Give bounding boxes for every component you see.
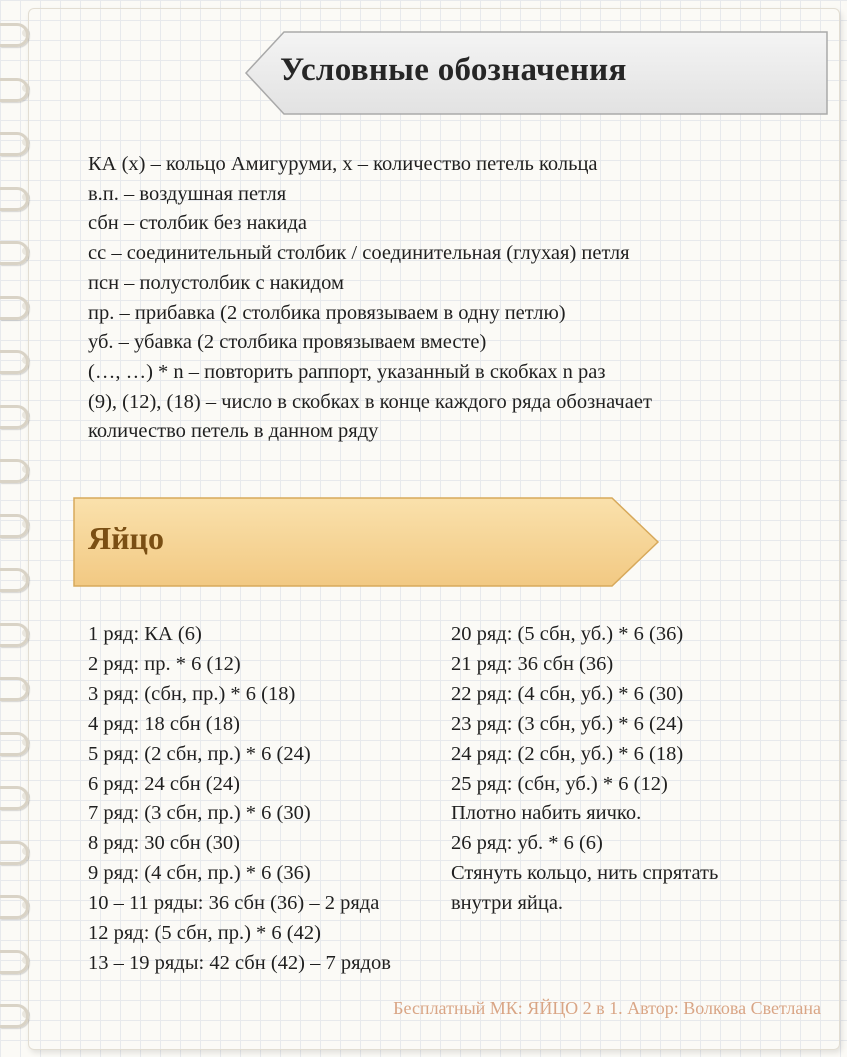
pattern-instruction: Плотно набить яичко.: [451, 802, 642, 825]
legend-item: сс – соединительный столбик / соединительная (глухая) петля: [88, 242, 630, 265]
pattern-row: 9 ряд: (4 сбн, пр.) * 6 (36): [88, 862, 311, 885]
legend-item: количество петель в данном ряду: [88, 420, 379, 443]
spiral-ring: [0, 347, 30, 373]
spiral-ring: [0, 1001, 30, 1027]
pattern-row: 2 ряд: пр. * 6 (12): [88, 652, 241, 675]
legend-header-banner: [244, 30, 829, 116]
spiral-ring: [0, 293, 30, 319]
legend-item: (9), (12), (18) – число в скобках в конце каждого ряда обозначает: [88, 390, 652, 413]
pattern-instruction: Стянуть кольцо, нить спрятать: [451, 862, 719, 885]
pattern-row: 4 ряд: 18 сбн (18): [88, 712, 240, 735]
pattern-row: 26 ряд: уб. * 6 (6): [451, 832, 603, 855]
legend-item: КА (x) – кольцо Амигуруми, x – количество петель кольца: [88, 153, 598, 175]
pattern-row: 7 ряд: (3 сбн, пр.) * 6 (30): [88, 802, 311, 825]
spiral-ring: [0, 184, 30, 210]
spiral-ring: [0, 892, 30, 918]
spiral-ring: [0, 620, 30, 646]
footer-credit: Бесплатный МК: ЯЙЦО 2 в 1. Автор: Волкова Светлана: [393, 998, 821, 1018]
pattern-rows-right: [451, 620, 811, 919]
spiral-ring: [0, 456, 30, 482]
pattern-instruction: внутри яйца.: [451, 892, 564, 915]
spiral-ring: [0, 511, 30, 537]
spiral-ring: [0, 565, 30, 591]
pattern-row: 24 ряд: (2 сбн, уб.) * 6 (18): [451, 742, 684, 765]
spiral-ring: [0, 729, 30, 755]
pattern-row: 13 – 19 ряды: 42 сбн (42) – 7 рядов: [88, 951, 391, 974]
legend-item: псн – полустолбик с накидом: [88, 271, 344, 294]
pattern-row: 21 ряд: 36 сбн (36): [451, 652, 614, 675]
spiral-ring: [0, 783, 30, 809]
legend-item: уб. – убавка (2 столбика провязываем вместе): [88, 331, 487, 354]
pattern-rows-left: [88, 620, 448, 979]
spiral-ring: [0, 129, 30, 155]
pattern-row: 8 ряд: 30 сбн (30): [88, 832, 240, 855]
spiral-ring: [0, 402, 30, 428]
pattern-row: 20 ряд: (5 сбн, уб.) * 6 (36): [451, 623, 684, 645]
spiral-ring: [0, 20, 30, 46]
legend-item: сбн – столбик без накида: [88, 212, 307, 235]
legend-item: в.п. – воздушная петля: [88, 182, 287, 205]
spiral-ring: [0, 238, 30, 264]
pattern-row: 3 ряд: (сбн, пр.) * 6 (18): [88, 682, 296, 705]
legend-item: пр. – прибавка (2 столбика провязываем в одну петлю): [88, 301, 566, 324]
spiral-ring: [0, 75, 30, 101]
pattern-row: 22 ряд: (4 сбн, уб.) * 6 (30): [451, 682, 684, 705]
pattern-row: 1 ряд: КА (6): [88, 623, 202, 645]
pattern-row: 5 ряд: (2 сбн, пр.) * 6 (24): [88, 742, 311, 765]
pattern-row: 10 – 11 ряды: 36 сбн (36) – 2 ряда: [88, 892, 380, 915]
spiral-binding: [0, 0, 40, 1057]
pattern-row: 12 ряд: (5 сбн, пр.) * 6 (42): [88, 922, 321, 945]
legend-item: (…, …) * n – повторить раппорт, указанный в скобках n раз: [88, 360, 606, 383]
pattern-row: 25 ряд: (сбн, уб.) * 6 (12): [451, 772, 668, 795]
spiral-ring: [0, 838, 30, 864]
section-title: Яйцо: [88, 520, 164, 556]
pattern-row: 23 ряд: (3 сбн, уб.) * 6 (24): [451, 712, 684, 735]
pattern-row: 6 ряд: 24 сбн (24): [88, 772, 240, 795]
spiral-ring: [0, 674, 30, 700]
spiral-ring: [0, 947, 30, 973]
page-title: Условные обозначения: [280, 52, 627, 88]
legend-list: [88, 150, 788, 447]
egg-section-banner: [72, 496, 662, 588]
